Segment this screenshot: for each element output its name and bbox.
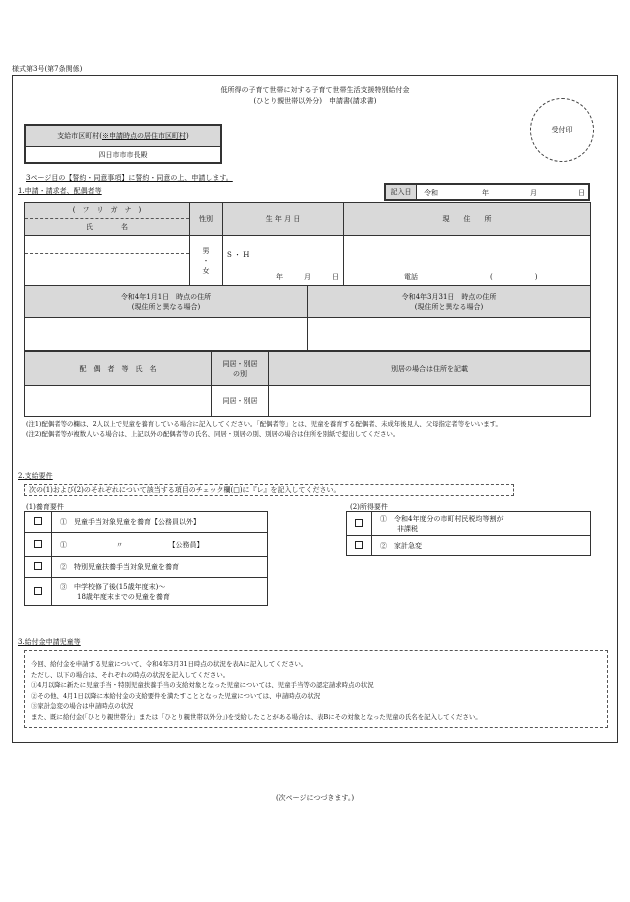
checkbox-icon[interactable] (34, 562, 42, 570)
req1-row2-label: ① 〃 【公務員】 (52, 533, 268, 557)
checkbox-icon[interactable] (34, 540, 42, 548)
req2-row2-label: ② 家計急変 (372, 536, 591, 556)
requirement1-heading: (1)養育要件 (26, 503, 64, 511)
cohabitation-field[interactable]: 同居・別居 (212, 386, 269, 417)
entry-date-box (384, 183, 590, 201)
applicant-sex-cell[interactable]: 男 ・ 女 (190, 236, 223, 286)
cohabitation-header: 同居・別居 の別 (212, 352, 269, 386)
name-header: 氏 名 (86, 223, 128, 231)
checkbox-icon[interactable] (34, 587, 42, 595)
entry-date-month-field[interactable]: 月 (530, 189, 537, 197)
phone-label: 電話 (404, 273, 418, 281)
req1-row3-label: ② 特別児童扶養手当対象児童を養育 (52, 557, 268, 578)
continue-note: (次ページにつづきます。) (275, 794, 355, 802)
section3-heading: 3.給付金申請児童等 (18, 638, 81, 646)
furigana-header: ( フ リ ガ ナ ) (25, 203, 189, 219)
applicant-furigana-field[interactable] (25, 236, 189, 254)
section3-instructions: 今回、給付金を申請する児童について、令和4年3月31日時点の状況を表Aに記入してください。 ただし、以下の場合は、それぞれの時点の状況を記入してください。 ①4月以降に新たに児童手当・特別児童扶養手当の支給対象となった児童については、児童手当等の認定請求時点の状況 ②その他、4月1日以降に本給付金の支給要件を満たすこととなった児童については、申請時点の状況 ③家計急変の場合は申請時点の状況 また、既に給付金(「ひとり親世帯分」または「ひとり親世帯以外分」)を受給したことがある場合は、表Bにその対象となった児童の氏名を記入してください。 (24, 650, 608, 728)
address-header: 現 住 所 (344, 203, 591, 236)
address-mar-header: 令和4年3月31日 時点の住所 (現住所と異なる場合) (308, 286, 591, 318)
req2-row1-check[interactable] (347, 512, 372, 536)
address-jan-header: 令和4年1月1日 時点の住所 (現住所と異なる場合) (25, 286, 308, 318)
applicant-table (24, 202, 591, 286)
checkbox-icon[interactable] (355, 519, 363, 527)
req1-row1-check[interactable] (25, 512, 52, 533)
section2-heading: 2.支給要件 (18, 472, 53, 480)
section1-heading: 1.申請・請求者、配偶者等 (18, 187, 102, 195)
spouse-table (24, 351, 591, 417)
separate-address-header: 別居の場合は住所を記載 (269, 352, 591, 386)
req1-row2-check[interactable] (25, 533, 52, 557)
req1-row4-label: ③ 中学校修了後(15歳年度末)～ 18歳年度末までの児童を養育 (52, 578, 268, 606)
note-1: (注1)配偶者等の欄は、2人以上で児童を養育している場合に記入してください。「配偶者等」とは、児童を養育する配偶者、未成年後見人、父母指定者等をいいます。 (26, 420, 502, 428)
address-mar-field[interactable] (308, 318, 591, 351)
phone-field[interactable]: ( ) (490, 273, 538, 281)
entry-date-day-field[interactable]: 日 (578, 189, 585, 197)
entry-date-label: 記入日 (386, 185, 417, 199)
requirement1-table (24, 511, 268, 606)
spouse-address-field[interactable] (269, 386, 591, 417)
spouse-name-field[interactable] (25, 386, 212, 417)
sex-header: 性別 (190, 203, 223, 236)
entry-date-era: 令和 (424, 189, 438, 197)
spouse-name-header: 配 偶 者 等 氏 名 (25, 352, 212, 386)
req2-row1-label: ① 令和4年度分の市町村民税均等割が 非課税 (372, 512, 591, 536)
municipality-label: 支給市区町村(※申請時点の居住市区町村) (26, 126, 220, 147)
req1-row4-check[interactable] (25, 578, 52, 606)
consent-text: 3ページ目の【誓約・同意事項】に誓約・同意の上、申請します。 (26, 174, 233, 182)
applicant-address-cell[interactable] (344, 236, 591, 286)
stamp-label: 受付印 (551, 126, 573, 134)
checkbox-icon[interactable] (34, 517, 42, 525)
name-header-cell (25, 203, 190, 236)
note-2: (注2)配偶者等が複数人いる場合は、上記以外の配偶者等の氏名、同居・別居の別、別居の場合は住所を別紙で提出してください。 (26, 430, 400, 438)
reception-stamp-area (530, 98, 594, 162)
req1-row1-label: ① 児童手当対象児童を養育【公務員以外】 (52, 512, 268, 533)
req2-row2-check[interactable] (347, 536, 372, 556)
applicant-birth-cell[interactable] (223, 236, 344, 286)
birth-ymd: 年 月 日 (276, 273, 339, 281)
applicant-name-field[interactable] (25, 254, 189, 285)
municipality-value: 四日市市市長殿 (98, 151, 148, 159)
requirement2-heading: (2)所得要件 (350, 503, 388, 511)
birth-era: S ・ H (227, 251, 250, 259)
form-title: 低所得の子育て世帯に対する子育て世帯生活支援特別給付金 (220, 86, 410, 94)
form-subtitle: (ひとり親世帯以外分) 申請書(請求書) (253, 97, 377, 105)
section2-instruction: 次の(1)および(2)のそれぞれについて該当する項目のチェック欄(□)に『レ』を記入してください。 (24, 484, 514, 496)
birth-header: 生 年 月 日 (223, 203, 344, 236)
entry-date-year-field[interactable]: 年 (482, 189, 489, 197)
form-number: 様式第3号(第7条関係) (12, 65, 83, 73)
requirement2-table (346, 511, 591, 556)
address-jan-field[interactable] (25, 318, 308, 351)
req1-row3-check[interactable] (25, 557, 52, 578)
municipality-box (24, 124, 222, 164)
applicant-name-cell[interactable] (25, 236, 190, 286)
checkbox-icon[interactable] (355, 541, 363, 549)
address-history-table (24, 285, 591, 351)
